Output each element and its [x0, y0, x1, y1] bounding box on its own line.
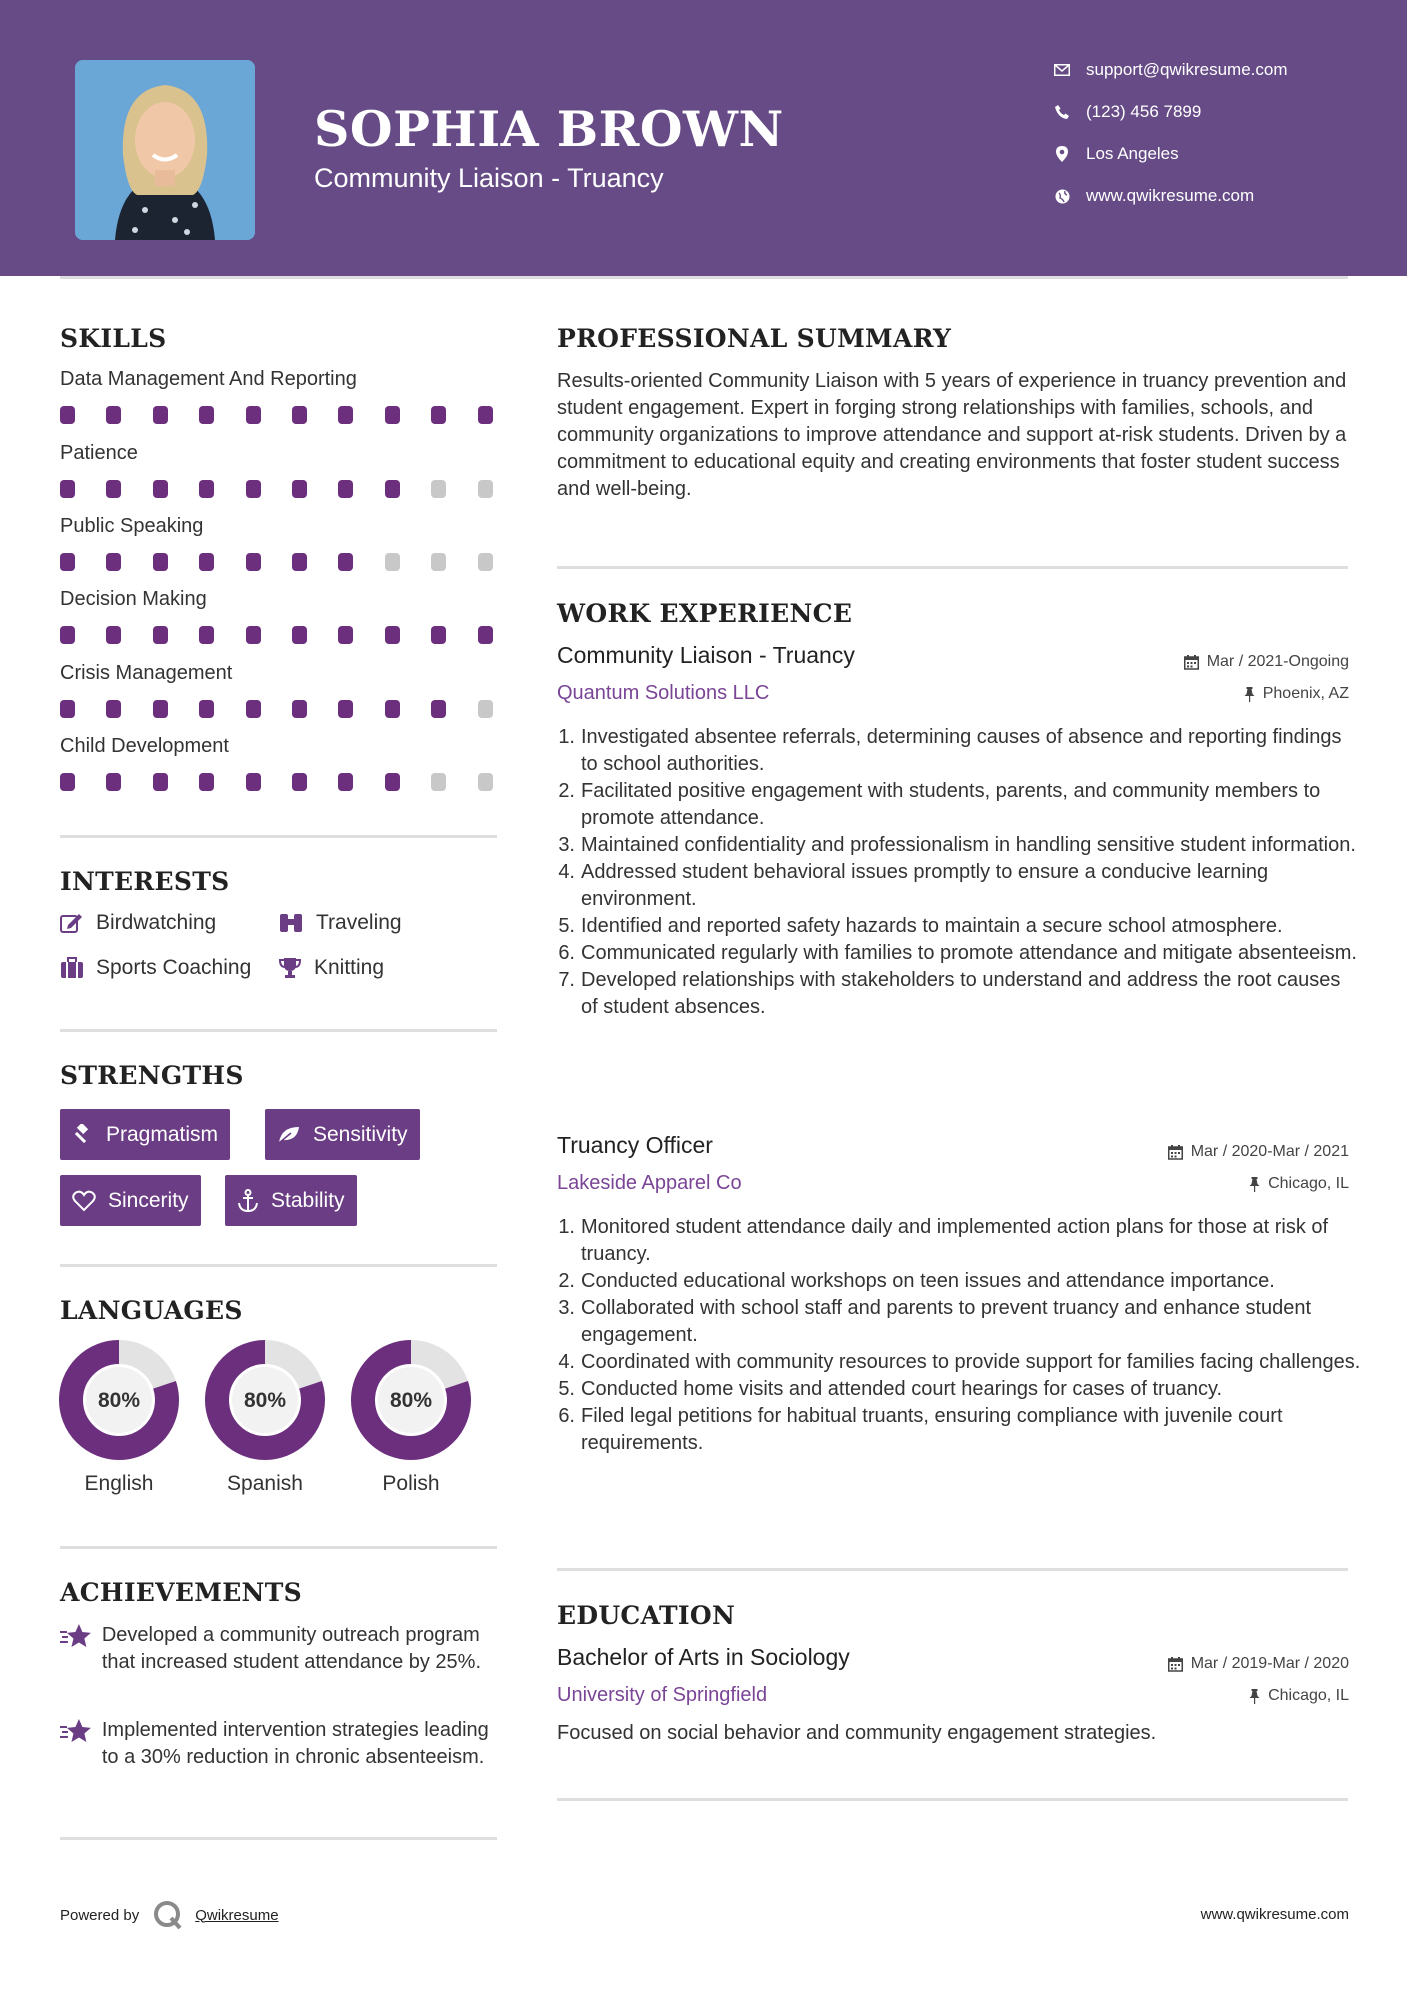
job-location: [1244, 685, 1349, 703]
job-bullet: 3. Collaborated with school staff and parents to prevent truancy and enhance student engagement.: [558, 1297, 1312, 1346]
job-location-text: Phoenix, AZ: [1262, 685, 1349, 702]
skill-dot: [106, 480, 121, 498]
skill-label: Public Speaking: [60, 515, 204, 537]
star-icon: [60, 1622, 92, 1650]
edit-icon: [60, 912, 84, 934]
job-dates-text: Mar / 2021-Ongoing: [1206, 653, 1349, 670]
divider: [60, 1029, 497, 1032]
leaf-icon: [277, 1125, 301, 1145]
contact-phone[interactable]: [1050, 97, 1201, 127]
divider: [557, 566, 1348, 569]
education-dates-text: Mar / 2019-Mar / 2020: [1190, 1655, 1349, 1672]
skill-dot: [385, 626, 400, 644]
skill-dot: [106, 553, 121, 571]
job-bullet: 7. Developed relationships with stakeholders to understand and address the root causes of student absences.: [558, 969, 1341, 1018]
job-dates-text: Mar / 2020-Mar / 2021: [1190, 1143, 1349, 1160]
language-item: [204, 1339, 326, 1496]
interest-item: [278, 911, 402, 935]
strengths-heading: STRENGTHS: [60, 1061, 244, 1090]
skill-dot: [292, 700, 307, 718]
resume-header: [0, 0, 1407, 276]
pushpin-icon: [1244, 687, 1255, 702]
calendar-icon: [1168, 1657, 1183, 1672]
skill-dot: [60, 700, 75, 718]
strength-badge: [60, 1109, 230, 1160]
skill-dot: [338, 406, 353, 424]
skill-dot: [478, 480, 493, 498]
education-heading: EDUCATION: [557, 1601, 736, 1630]
job-bullets: [552, 1214, 1362, 1457]
language-progress-ring: [350, 1339, 472, 1461]
divider: [60, 1837, 497, 1840]
gavel-icon: [72, 1124, 94, 1146]
interest-item: [60, 956, 251, 980]
skill-dot: [199, 480, 214, 498]
skill-dot: [199, 553, 214, 571]
skill-dot: [478, 700, 493, 718]
skill-dot: [153, 773, 168, 791]
skill-dot: [385, 773, 400, 791]
skill-dot: [431, 480, 446, 498]
language-name: Polish: [382, 1472, 440, 1495]
education-dates: [1168, 1655, 1349, 1673]
skill-dot: [60, 773, 75, 791]
job-bullet: 2. Conducted educational workshops on teen issues and attendance importance.: [558, 1270, 1275, 1292]
skill-rating: [60, 406, 500, 424]
job-dates: [1168, 1143, 1349, 1161]
envelope-icon: [1050, 61, 1074, 79]
divider: [60, 835, 497, 838]
skill-label: Child Development: [60, 735, 229, 757]
skill-dot: [338, 553, 353, 571]
skill-dot: [292, 773, 307, 791]
achievement-item: [60, 1717, 500, 1771]
strength-badge: [60, 1175, 201, 1226]
skill-dot: [106, 700, 121, 718]
job-bullet: 5. Identified and reported safety hazards to maintain a secure school atmosphere.: [558, 915, 1283, 937]
skill-dot: [338, 773, 353, 791]
calendar-icon: [1168, 1145, 1183, 1160]
binoculars-icon: [278, 912, 304, 934]
skill-dot: [431, 626, 446, 644]
achievement-text: Implemented intervention strategies leading to a 30% reduction in chronic absenteeism.: [101, 1719, 489, 1768]
language-percent: 80%: [243, 1389, 287, 1412]
contact-website-text: www.qwikresume.com: [1086, 186, 1255, 205]
skill-dot: [338, 626, 353, 644]
heart-icon: [72, 1190, 96, 1212]
strength-badge: [225, 1175, 357, 1226]
contact-email-text: support@qwikresume.com: [1086, 60, 1288, 79]
skill-dot: [60, 553, 75, 571]
degree-title: Bachelor of Arts in Sociology: [557, 1644, 850, 1670]
language-progress-ring: [58, 1339, 180, 1461]
skills-heading: SKILLS: [60, 324, 167, 353]
skill-dot: [431, 406, 446, 424]
skill-dot: [153, 406, 168, 424]
education-location-text: Chicago, IL: [1268, 1687, 1349, 1704]
anchor-icon: [237, 1189, 259, 1213]
skill-dot: [199, 626, 214, 644]
interest-label: Knitting: [314, 956, 385, 979]
skill-dot: [431, 700, 446, 718]
skill-dot: [478, 626, 493, 644]
summary-text: Results-oriented Community Liaison with 5 years of experience in truancy prevention and student engagement. Expert in forging strong relationships with families, schools, and community organizations to improve attendance and support at-risk students. Driven by a commitment to educational equity and creating environments that foster student success and well-being.: [557, 370, 1347, 500]
language-item: [58, 1339, 180, 1496]
skill-dot: [106, 773, 121, 791]
powered-by-label: Powered by: [60, 1906, 140, 1924]
job-bullet: 6. Communicated regularly with families to promote attendance and mitigate absenteeism.: [558, 942, 1357, 964]
divider: [557, 1568, 1348, 1571]
job-bullets: [552, 724, 1362, 1021]
skill-dot: [60, 406, 75, 424]
interest-label: Traveling: [316, 911, 402, 934]
skill-rating: [60, 773, 500, 791]
interests-heading: INTERESTS: [60, 867, 230, 896]
skill-rating: [60, 700, 500, 718]
map-pin-icon: [1050, 145, 1074, 163]
skill-label: Data Management And Reporting: [60, 368, 357, 390]
job-title: Truancy Officer: [557, 1132, 713, 1158]
divider: [60, 1264, 497, 1267]
skill-dot: [199, 700, 214, 718]
skill-label: Crisis Management: [60, 662, 233, 684]
skill-dot: [292, 626, 307, 644]
company-name: Quantum Solutions LLC: [557, 682, 770, 704]
job-location-text: Chicago, IL: [1268, 1175, 1349, 1192]
skill-dot: [385, 553, 400, 571]
language-item: [350, 1339, 472, 1496]
phone-icon: [1050, 103, 1074, 121]
footer-powered-by: [60, 1900, 279, 1930]
skill-dot: [385, 700, 400, 718]
job-bullet: 2. Facilitated positive engagement with students, parents, and community members to promote attendance.: [558, 780, 1321, 829]
contact-location-text: Los Angeles: [1086, 144, 1179, 163]
job-location: [1249, 1175, 1349, 1193]
interest-label: Birdwatching: [96, 911, 217, 934]
skill-dot: [292, 553, 307, 571]
experience-heading: WORK EXPERIENCE: [557, 599, 853, 628]
skill-rating: [60, 626, 500, 644]
strength-label: Stability: [271, 1188, 345, 1212]
skill-dot: [106, 406, 121, 424]
skill-dot: [478, 406, 493, 424]
star-icon: [60, 1717, 92, 1745]
skill-rating: [60, 553, 500, 571]
skill-dot: [338, 480, 353, 498]
strength-badge: [265, 1109, 420, 1160]
contact-phone-text: (123) 456 7899: [1086, 102, 1202, 121]
skill-dot: [246, 700, 261, 718]
briefcase-icon: [60, 957, 84, 979]
interest-label: Sports Coaching: [96, 956, 252, 979]
skill-dot: [153, 626, 168, 644]
skill-dot: [106, 626, 121, 644]
skill-dot: [478, 773, 493, 791]
summary-heading: PROFESSIONAL SUMMARY: [557, 324, 952, 353]
language-progress-ring: [204, 1339, 326, 1461]
interest-item: [60, 911, 216, 935]
divider: [60, 1546, 497, 1549]
pushpin-icon: [1249, 1177, 1260, 1192]
achievement-text: Developed a community outreach program that increased student attendance by 25%.: [101, 1624, 482, 1673]
contact-website[interactable]: [1050, 181, 1254, 211]
job-bullet: 1. Investigated absentee referrals, determining causes of absence and reporting findings to school authorities.: [558, 726, 1342, 775]
qwikresume-logo-icon: [153, 1900, 183, 1930]
job-bullet: 1. Monitored student attendance daily and implemented action plans for those at risk of truancy.: [558, 1216, 1329, 1265]
skill-label: Patience: [60, 442, 138, 464]
job-bullet: 4. Coordinated with community resources to provide support for families facing challenges.: [558, 1351, 1361, 1373]
languages-heading: LANGUAGES: [60, 1296, 243, 1325]
job-bullet: 6. Filed legal petitions for habitual truants, ensuring compliance with juvenile court requirements.: [558, 1405, 1283, 1454]
trophy-icon: [278, 957, 302, 979]
profile-photo: [75, 60, 255, 240]
skill-dot: [153, 700, 168, 718]
skill-dot: [246, 773, 261, 791]
skill-dot: [385, 480, 400, 498]
skill-dot: [431, 773, 446, 791]
strength-label: Sincerity: [108, 1188, 189, 1212]
skill-dot: [153, 553, 168, 571]
skill-rating: [60, 480, 500, 498]
skill-dot: [292, 480, 307, 498]
school-name: University of Springfield: [557, 1684, 768, 1706]
footer-website[interactable]: www.qwikresume.com: [1200, 1906, 1349, 1923]
skill-dot: [292, 406, 307, 424]
language-name: Spanish: [227, 1472, 303, 1495]
skill-dot: [246, 626, 261, 644]
language-percent: 80%: [389, 1389, 433, 1412]
skill-dot: [246, 553, 261, 571]
skill-dot: [199, 773, 214, 791]
job-dates: [1184, 653, 1349, 671]
skill-dot: [60, 626, 75, 644]
strength-label: Pragmatism: [106, 1122, 219, 1146]
achievements-heading: ACHIEVEMENTS: [60, 1578, 302, 1607]
company-name: Lakeside Apparel Co: [557, 1172, 742, 1194]
skill-dot: [246, 480, 261, 498]
strength-label: Sensitivity: [313, 1122, 408, 1146]
skill-dot: [153, 480, 168, 498]
divider: [557, 1798, 1348, 1801]
language-percent: 80%: [97, 1389, 141, 1412]
job-bullet: 5. Conducted home visits and attended court hearings for cases of truancy.: [558, 1378, 1223, 1400]
skill-dot: [338, 700, 353, 718]
education-description: Focused on social behavior and community engagement strategies.: [557, 1722, 1157, 1744]
skill-dot: [478, 553, 493, 571]
skill-dot: [60, 480, 75, 498]
achievement-item: [60, 1622, 500, 1676]
job-title: Community Liaison - Truancy: [557, 642, 855, 668]
job-bullet: 4. Addressed student behavioral issues promptly to ensure a conducive learning environment.: [558, 861, 1269, 910]
candidate-name: SOPHIA BROWN: [314, 100, 784, 158]
header-divider: [60, 276, 1348, 279]
skill-dot: [431, 553, 446, 571]
skill-dot: [385, 406, 400, 424]
interest-item: [278, 956, 384, 980]
contact-location: [1050, 139, 1179, 169]
job-bullet: 3. Maintained confidentiality and professionalism in handling sensitive student information.: [558, 834, 1356, 856]
skill-dot: [246, 406, 261, 424]
contact-email[interactable]: [1050, 55, 1288, 85]
skill-label: Decision Making: [60, 588, 207, 610]
language-name: English: [84, 1472, 154, 1495]
brand-link[interactable]: Qwikresume: [195, 1906, 279, 1924]
pushpin-icon: [1249, 1689, 1260, 1704]
candidate-title: Community Liaison - Truancy: [314, 163, 664, 193]
skill-dot: [199, 406, 214, 424]
globe-icon: [1050, 187, 1074, 205]
education-location: [1249, 1687, 1349, 1705]
calendar-icon: [1184, 655, 1199, 670]
